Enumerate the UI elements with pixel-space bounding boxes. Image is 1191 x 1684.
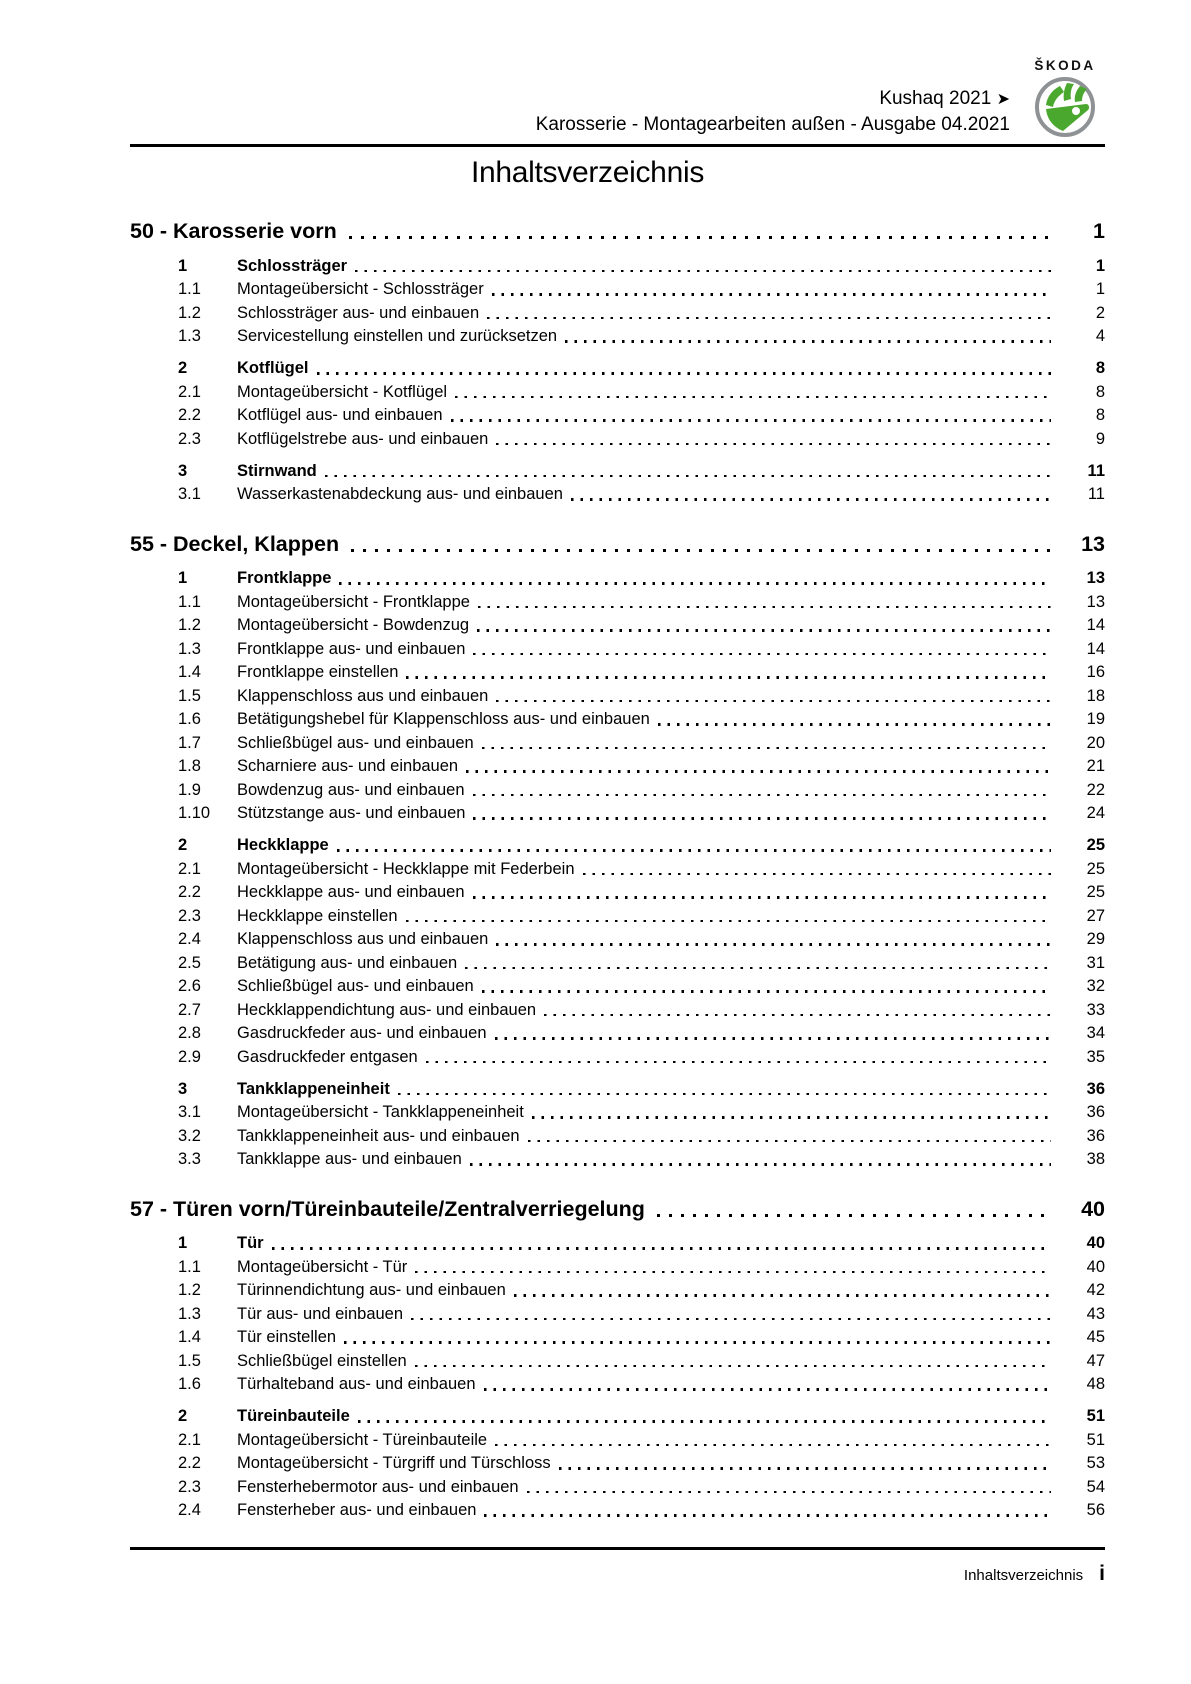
toc-entry-title: Montageübersicht - Türgriff und Türschloss xyxy=(237,1454,551,1472)
toc-leader-dots xyxy=(484,1514,1051,1517)
toc-row xyxy=(130,1125,1105,1149)
toc-chapter-row xyxy=(130,216,1105,246)
toc-leader-dots xyxy=(473,653,1051,656)
toc-entry-number: 3.2 xyxy=(178,1126,201,1145)
toc-row xyxy=(130,1350,1105,1374)
toc-entry-title: Heckklappe xyxy=(237,836,329,854)
toc-entry-title: Türeinbauteile xyxy=(237,1407,350,1425)
toc-leader-dots xyxy=(470,1163,1051,1166)
toc-leader-dots xyxy=(398,1093,1051,1096)
toc-row xyxy=(130,1326,1105,1350)
toc-row xyxy=(130,1373,1105,1397)
toc-row xyxy=(130,460,1105,484)
toc-entry-page: 8 xyxy=(1095,382,1105,401)
toc-entry-number: 2.6 xyxy=(178,977,201,995)
toc-entry-number: 2 xyxy=(178,359,188,377)
toc-entry-page: 51 xyxy=(1086,1430,1105,1449)
toc-entry-page: 48 xyxy=(1086,1375,1105,1393)
toc-entry-number: 2.1 xyxy=(178,382,201,401)
toc-entry-number: 3.3 xyxy=(178,1150,201,1168)
toc-leader-dots xyxy=(477,629,1051,632)
toc-entry-title: Scharniere aus- und einbauen xyxy=(237,757,459,775)
toc-entry-title: Schlossträger xyxy=(237,256,348,275)
toc-row xyxy=(130,1256,1105,1280)
toc-row xyxy=(130,1148,1105,1172)
toc-entry-title: Montageübersicht - Heckklappe mit Federbein xyxy=(237,859,575,878)
toc-entry-number: 1.9 xyxy=(178,780,201,799)
toc-leader-dots xyxy=(478,606,1051,609)
toc-entry-title: Wasserkastenabdeckung aus- und einbauen xyxy=(237,485,563,503)
toc-leader-dots xyxy=(406,920,1051,923)
toc-row xyxy=(130,638,1105,662)
toc-entry-page: 56 xyxy=(1086,1501,1105,1519)
toc-entry-page: 25 xyxy=(1086,859,1105,878)
toc-entry-page: 40 xyxy=(1086,1234,1105,1252)
toc-row xyxy=(130,483,1105,507)
toc-entry-title: Kotflügel aus- und einbauen xyxy=(237,406,443,424)
toc-entry-title: Schließbügel einstellen xyxy=(237,1351,407,1370)
toc-leader-dots xyxy=(496,443,1051,446)
toc-leader-dots xyxy=(571,498,1051,501)
toc-entry-number: 2 xyxy=(178,1407,188,1425)
toc-entry-page: 8 xyxy=(1095,406,1105,424)
toc-entry-title: Tür einstellen xyxy=(237,1328,337,1346)
toc-entry-title: Montageübersicht - Türeinbauteile xyxy=(237,1430,488,1449)
toc-entry-title: Bowdenzug aus- und einbauen xyxy=(237,780,465,799)
toc-entry-page: 1 xyxy=(1093,219,1105,243)
toc-entry-number: 2.7 xyxy=(178,1000,201,1019)
toc-list xyxy=(130,216,1105,1523)
toc-entry-number: 2.8 xyxy=(178,1024,201,1042)
toc-entry-page: 32 xyxy=(1086,977,1105,995)
toc-entry-number: 3.1 xyxy=(178,485,201,503)
toc-leader-dots xyxy=(482,990,1051,993)
toc-row xyxy=(130,975,1105,999)
toc-row xyxy=(130,1101,1105,1125)
toc-entry-number: 2.3 xyxy=(178,429,201,448)
toc-entry-title: Schließbügel aus- und einbauen xyxy=(237,977,474,995)
toc-row xyxy=(130,1476,1105,1500)
header-text-block xyxy=(536,86,1010,137)
toc-entry-page: 33 xyxy=(1086,1000,1105,1019)
toc-entry-title: Gasdruckfeder entgasen xyxy=(237,1047,418,1066)
toc-entry-title: Klappenschloss aus und einbauen xyxy=(237,686,489,705)
toc-entry-title: Servicestellung einstellen und zurücksetzen xyxy=(237,327,558,345)
toc-entry-title: Türhalteband aus- und einbauen xyxy=(237,1375,476,1393)
toc-entry-number: 1 xyxy=(178,256,188,275)
toc-entry-page: 1 xyxy=(1095,256,1105,275)
toc-entry-title: Frontklappe einstellen xyxy=(237,663,399,681)
toc-entry-page: 1 xyxy=(1095,280,1105,298)
toc-entry-title: Montageübersicht - Frontklappe xyxy=(237,592,470,611)
toc-row xyxy=(130,1499,1105,1523)
toc-entry-number: 2.2 xyxy=(178,406,201,424)
toc-leader-dots xyxy=(496,943,1051,946)
toc-entry-number: 2.5 xyxy=(178,953,201,972)
toc-entry-title: 57 - Türen vorn/Türeinbauteile/Zentralverriegelung xyxy=(130,1196,645,1221)
toc-leader-dots xyxy=(358,1420,1051,1423)
skoda-winged-arrow-icon xyxy=(1033,75,1097,139)
toc-row xyxy=(130,1405,1105,1429)
toc-leader-dots xyxy=(658,723,1051,726)
toc-row xyxy=(130,614,1105,638)
toc-entry-page: 13 xyxy=(1086,592,1105,611)
toc-entry-title: Heckklappe einstellen xyxy=(237,906,398,925)
toc-row xyxy=(130,999,1105,1023)
toc-entry-number: 2.2 xyxy=(178,1454,201,1472)
toc-entry-page: 53 xyxy=(1086,1454,1105,1472)
toc-entry-number: 1.2 xyxy=(178,616,201,634)
toc-entry-number: 1.6 xyxy=(178,710,201,728)
toc-entry-number: 2 xyxy=(178,836,188,854)
toc-entry-number: 2.9 xyxy=(178,1047,201,1066)
toc-row xyxy=(130,302,1105,326)
toc-row xyxy=(130,567,1105,591)
toc-entry-page: 35 xyxy=(1086,1047,1105,1066)
toc-row xyxy=(130,661,1105,685)
toc-row xyxy=(130,1078,1105,1102)
toc-leader-dots xyxy=(528,1140,1051,1143)
toc-entry-page: 25 xyxy=(1086,883,1105,901)
skoda-logo xyxy=(1025,58,1105,139)
toc-entry-page: 36 xyxy=(1086,1126,1105,1145)
toc-row xyxy=(130,755,1105,779)
model-range-arrow-icon: ➤ xyxy=(996,91,1010,108)
page-footer xyxy=(130,1562,1105,1586)
toc-entry-page: 36 xyxy=(1086,1103,1105,1121)
toc-leader-dots xyxy=(415,1271,1051,1274)
toc-entry-title: 55 - Deckel, Klappen xyxy=(130,531,340,556)
toc-entry-number: 2.2 xyxy=(178,883,201,901)
toc-entry-page: 16 xyxy=(1086,663,1105,681)
toc-entry-page: 24 xyxy=(1086,804,1105,822)
footer-label: Inhaltsverzeichnis xyxy=(963,1566,1084,1584)
toc-row xyxy=(130,779,1105,803)
toc-entry-page: 4 xyxy=(1095,327,1105,345)
toc-leader-dots xyxy=(272,1247,1051,1250)
toc-entry-number: 1.1 xyxy=(178,1257,201,1276)
toc-entry-title: Tankklappe aus- und einbauen xyxy=(237,1150,462,1168)
toc-entry-number: 1.1 xyxy=(178,280,201,298)
toc-entry-number: 1.8 xyxy=(178,757,201,775)
toc-entry-page: 18 xyxy=(1086,686,1105,705)
toc-entry-number: 2.1 xyxy=(178,859,201,878)
toc-entry-number: 1 xyxy=(178,569,188,587)
toc-leader-dots xyxy=(559,1467,1051,1470)
toc-row xyxy=(130,881,1105,905)
toc-entry-title: Gasdruckfeder aus- und einbauen xyxy=(237,1024,487,1042)
toc-leader-dots xyxy=(484,1388,1051,1391)
toc-entry-title: Kotflügelstrebe aus- und einbauen xyxy=(237,429,489,448)
toc-leader-dots xyxy=(487,317,1051,320)
toc-entry-page: 9 xyxy=(1095,429,1105,448)
toc-row xyxy=(130,685,1105,709)
toc-entry-number: 1.2 xyxy=(178,303,201,322)
toc-entry-number: 1.10 xyxy=(178,804,211,822)
toc-entry-title: Montageübersicht - Bowdenzug xyxy=(237,616,470,634)
toc-entry-page: 40 xyxy=(1081,1196,1105,1221)
toc-entry-page: 13 xyxy=(1086,569,1105,587)
toc-entry-title: Montageübersicht - Tür xyxy=(237,1257,408,1276)
toc-entry-number: 1.4 xyxy=(178,663,201,681)
toc-entry-title: Fensterhebermotor aus- und einbauen xyxy=(237,1477,519,1496)
toc-row xyxy=(130,1232,1105,1256)
toc-leader-dots xyxy=(565,340,1051,343)
header-rule xyxy=(130,144,1105,147)
toc-row xyxy=(130,708,1105,732)
toc-entry-page: 34 xyxy=(1086,1024,1105,1042)
toc-entry-title: Betätigungshebel für Klappenschloss aus- und einbauen xyxy=(237,710,650,728)
toc-leader-dots xyxy=(492,293,1051,296)
toc-entry-title: Tankklappeneinheit xyxy=(237,1079,390,1098)
toc-entry-page: 2 xyxy=(1095,303,1105,322)
toc-entry-page: 19 xyxy=(1086,710,1105,728)
toc-leader-dots xyxy=(466,770,1051,773)
toc-entry-number: 3 xyxy=(178,461,188,480)
toc-entry-title: Türinnendichtung aus- und einbauen xyxy=(237,1281,506,1299)
toc-row xyxy=(130,428,1105,452)
toc-row xyxy=(130,928,1105,952)
toc-leader-dots xyxy=(349,236,1051,239)
toc-row xyxy=(130,858,1105,882)
toc-entry-title: Fensterheber aus- und einbauen xyxy=(237,1501,477,1519)
toc-leader-dots xyxy=(415,1365,1051,1368)
toc-row xyxy=(130,1046,1105,1070)
toc-row xyxy=(130,591,1105,615)
toc-row xyxy=(130,952,1105,976)
toc-entry-title: Tankklappeneinheit aus- und einbauen xyxy=(237,1126,520,1145)
toc-entry-number: 3 xyxy=(178,1079,188,1098)
footer-page-number: i xyxy=(1099,1561,1105,1585)
toc-entry-page: 20 xyxy=(1086,733,1105,752)
toc-entry-number: 2.4 xyxy=(178,930,201,948)
toc-entry-number: 1.2 xyxy=(178,1281,201,1299)
header-model: Kushaq 2021 xyxy=(879,88,992,109)
toc-row xyxy=(130,381,1105,405)
toc-entry-page: 11 xyxy=(1087,461,1105,480)
toc-entry-title: Betätigung aus- und einbauen xyxy=(237,953,458,972)
toc-entry-title: Montageübersicht - Schlossträger xyxy=(237,280,484,298)
toc-entry-page: 51 xyxy=(1086,1407,1105,1425)
toc-leader-dots xyxy=(473,896,1052,899)
toc-entry-number: 2.3 xyxy=(178,906,201,925)
toc-row xyxy=(130,1279,1105,1303)
toc-leader-dots xyxy=(514,1294,1051,1297)
toc-entry-number: 1.7 xyxy=(178,733,201,752)
toc-row xyxy=(130,325,1105,349)
skoda-wordmark: ŠKODA xyxy=(1034,58,1096,73)
page-header xyxy=(130,0,1105,144)
toc-entry-number: 1.5 xyxy=(178,686,201,705)
header-model-line xyxy=(536,86,1010,112)
toc-row xyxy=(130,905,1105,929)
toc-entry-number: 1.3 xyxy=(178,639,201,658)
toc-entry-number: 1.5 xyxy=(178,1351,201,1370)
toc-entry-page: 38 xyxy=(1086,1150,1105,1168)
toc-row xyxy=(130,404,1105,428)
toc-entry-page: 22 xyxy=(1086,780,1105,799)
toc-entry-title: Tür aus- und einbauen xyxy=(237,1304,404,1323)
toc-leader-dots xyxy=(532,1116,1051,1119)
toc-leader-dots xyxy=(337,849,1051,852)
footer-rule xyxy=(130,1547,1105,1550)
toc-row xyxy=(130,834,1105,858)
toc-entry-page: 14 xyxy=(1086,616,1105,634)
toc-leader-dots xyxy=(451,419,1052,422)
toc-row xyxy=(130,1429,1105,1453)
toc-leader-dots xyxy=(473,794,1051,797)
toc-entry-title: Frontklappe xyxy=(237,569,332,587)
toc-entry-number: 2.1 xyxy=(178,1430,201,1449)
toc-entry-title: Stirnwand xyxy=(237,461,317,480)
toc-leader-dots xyxy=(317,372,1052,375)
toc-entry-title: Heckklappendichtung aus- und einbauen xyxy=(237,1000,537,1019)
toc-entry-page: 21 xyxy=(1086,757,1105,775)
toc-entry-page: 14 xyxy=(1086,639,1105,658)
toc-leader-dots xyxy=(583,873,1051,876)
toc-entry-title: Schlossträger aus- und einbauen xyxy=(237,303,480,322)
toc-leader-dots xyxy=(325,475,1051,478)
toc-entry-title: Stützstange aus- und einbauen xyxy=(237,804,466,822)
toc-entry-title: Frontklappe aus- und einbauen xyxy=(237,639,466,658)
toc-entry-number: 1.3 xyxy=(178,327,201,345)
toc-leader-dots xyxy=(411,1318,1051,1321)
toc-entry-title: Heckklappe aus- und einbauen xyxy=(237,883,465,901)
toc-leader-dots xyxy=(544,1014,1051,1017)
toc-entry-number: 3.1 xyxy=(178,1103,201,1121)
toc-entry-page: 13 xyxy=(1081,531,1105,556)
toc-leader-dots xyxy=(344,1341,1051,1344)
toc-leader-dots xyxy=(495,1444,1051,1447)
toc-entry-page: 31 xyxy=(1086,953,1105,972)
toc-chapter-row xyxy=(130,529,1105,559)
toc-leader-dots xyxy=(465,967,1051,970)
toc-entry-page: 54 xyxy=(1086,1477,1105,1496)
toc-leader-dots xyxy=(406,676,1051,679)
toc-entry-number: 1.3 xyxy=(178,1304,201,1323)
page-title: Inhaltsverzeichnis xyxy=(470,156,705,189)
toc-leader-dots xyxy=(496,700,1051,703)
toc-entry-page: 40 xyxy=(1086,1257,1105,1276)
toc-row xyxy=(130,802,1105,826)
toc-entry-page: 25 xyxy=(1086,836,1105,854)
toc-entry-page: 27 xyxy=(1086,906,1105,925)
toc-entry-title: Montageübersicht - Kotflügel xyxy=(237,382,448,401)
toc-entry-page: 36 xyxy=(1086,1079,1105,1098)
toc-entry-title: Tür xyxy=(237,1234,264,1252)
toc-entry-title: Schließbügel aus- und einbauen xyxy=(237,733,474,752)
toc-entry-page: 43 xyxy=(1086,1304,1105,1323)
toc-leader-dots xyxy=(482,747,1051,750)
toc-leader-dots xyxy=(355,270,1051,273)
toc-leader-dots xyxy=(527,1491,1051,1494)
toc-entry-number: 2.3 xyxy=(178,1477,201,1496)
toc-leader-dots xyxy=(426,1061,1051,1064)
toc-row xyxy=(130,1452,1105,1476)
toc-entry-number: 1 xyxy=(178,1234,188,1252)
toc-row xyxy=(130,1022,1105,1046)
toc-entry-number: 1.6 xyxy=(178,1375,201,1393)
toc-entry-number: 1.4 xyxy=(178,1328,201,1346)
toc-entry-page: 11 xyxy=(1087,485,1105,503)
header-subtitle: Karosserie - Montagearbeiten außen - Ausgabe 04.2021 xyxy=(535,114,1010,135)
toc-entry-title: Montageübersicht - Tankklappeneinheit xyxy=(237,1103,524,1121)
toc-row xyxy=(130,255,1105,279)
toc-row xyxy=(130,1303,1105,1327)
toc-entry-page: 47 xyxy=(1086,1351,1105,1370)
toc-leader-dots xyxy=(495,1037,1052,1040)
toc-entry-title: Klappenschloss aus und einbauen xyxy=(237,930,489,948)
toc-leader-dots xyxy=(455,396,1051,399)
toc-leader-dots xyxy=(473,817,1051,820)
toc-row xyxy=(130,732,1105,756)
toc-entry-page: 42 xyxy=(1086,1281,1105,1299)
toc-leader-dots xyxy=(657,1214,1051,1217)
toc-entry-number: 1.1 xyxy=(178,592,201,611)
toc-entry-page: 45 xyxy=(1086,1328,1105,1346)
toc-row xyxy=(130,357,1105,381)
toc-entry-title: Kotflügel xyxy=(237,359,309,377)
toc-entry-page: 8 xyxy=(1095,359,1105,377)
toc-entry-page: 29 xyxy=(1086,930,1105,948)
toc-leader-dots xyxy=(339,582,1051,585)
toc-row xyxy=(130,278,1105,302)
toc-entry-number: 2.4 xyxy=(178,1501,201,1519)
toc-entry-title: 50 - Karosserie vorn xyxy=(130,219,337,243)
toc-leader-dots xyxy=(351,549,1051,552)
toc-chapter-row xyxy=(130,1194,1105,1224)
